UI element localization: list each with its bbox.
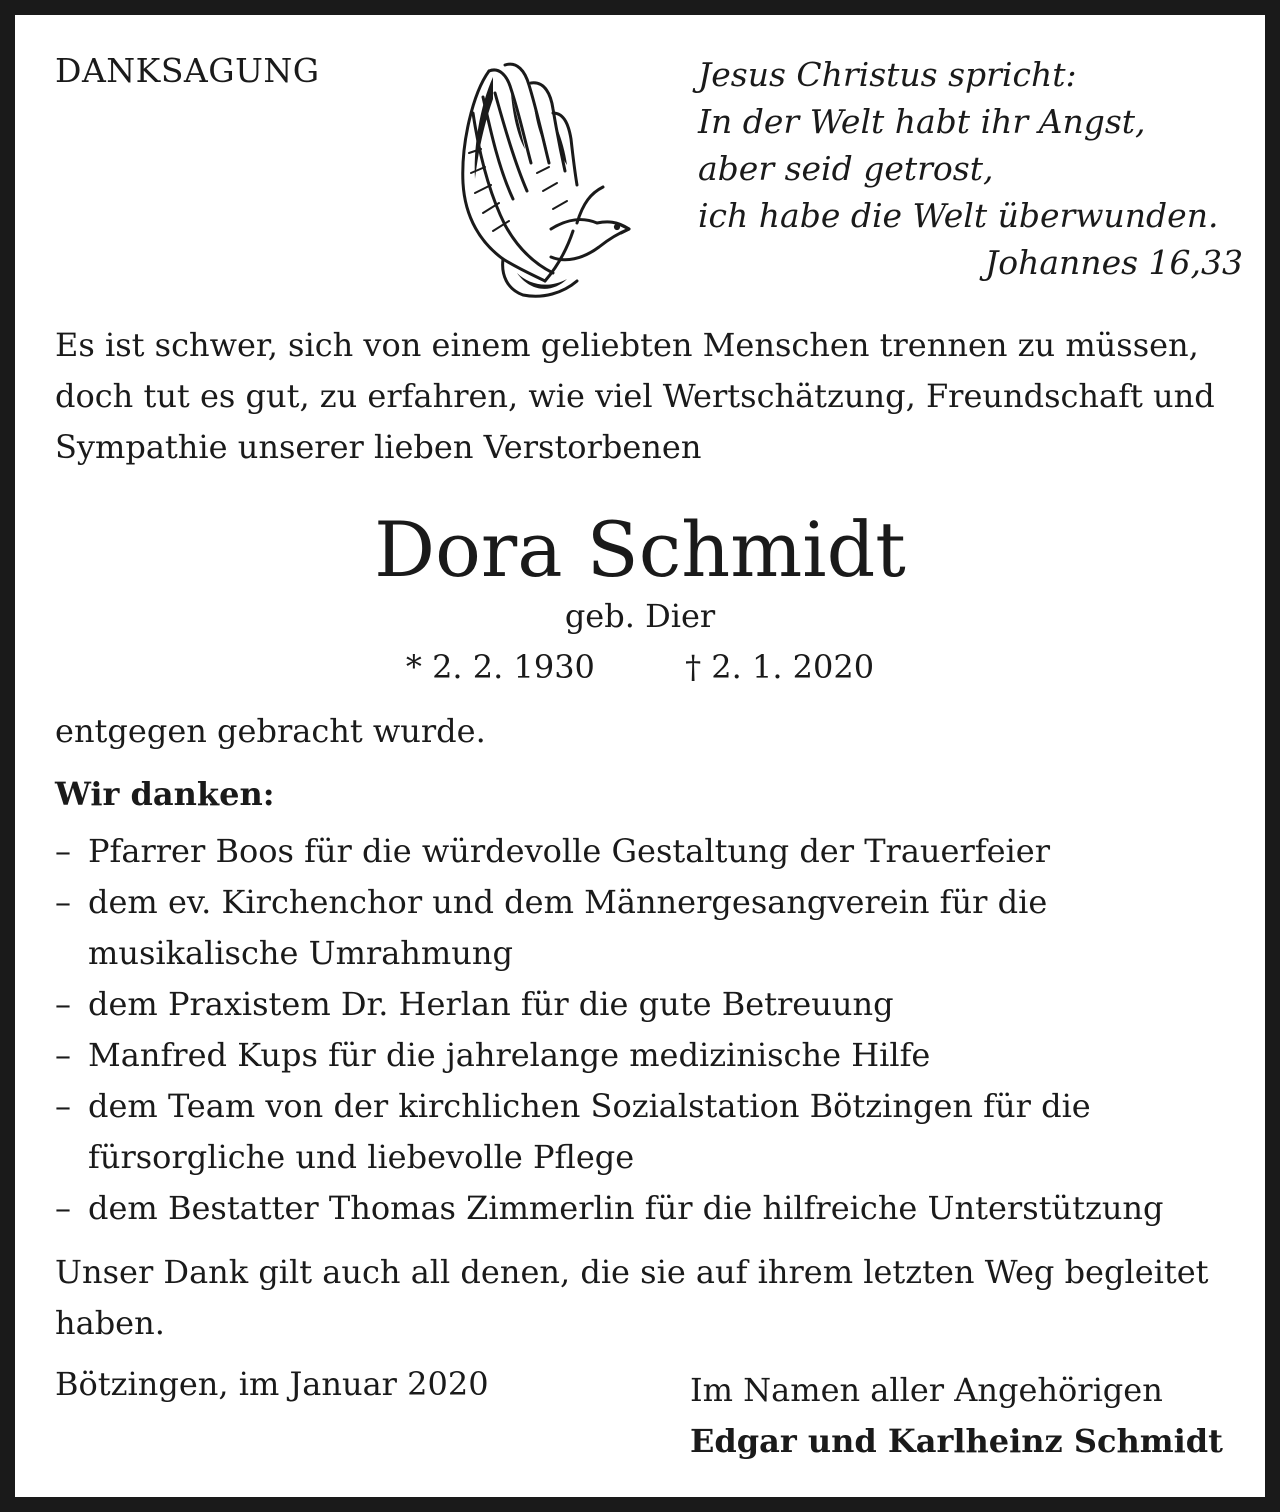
list-item-line: dem Praxistem Dr. Herlan für die gute Betreuung [88,985,894,1023]
quote-line: Jesus Christus spricht: [698,55,1077,94]
intro-text [55,320,1245,473]
deceased-name: Dora Schmidt [374,505,906,594]
list-item-line: Manfred Kups für die jahrelange medizinische Hilfe [88,1036,931,1074]
dash-bullet: – [55,1036,71,1074]
intro-line: Es ist schwer, sich von einem geliebten Menschen trennen zu müssen, [55,326,1199,364]
place-date: Bötzingen, im Januar 2020 [55,1365,489,1403]
list-item [55,877,1245,979]
list-item [55,1183,1245,1234]
signature-names: Edgar und Karlheinz Schmidt [690,1422,1223,1460]
list-item-line: dem Bestatter Thomas Zimmerlin für die hilfreiche Unterstützung [88,1189,1164,1227]
list-item-line: musikalische Umrahmung [88,934,513,972]
heading: DANKSAGUNG [55,51,320,90]
life-dates [15,648,1265,686]
closing-line: Unser Dank gilt auch all denen, die sie auf ihrem letzten Weg begleitet [55,1253,1209,1291]
quote-line: In der Welt habt ihr Angst, [698,102,1146,141]
thanks-list [55,826,1245,1234]
list-item-line: Pfarrer Boos für die würdevolle Gestaltung der Trauerfeier [88,832,1051,870]
signature-intro: Im Namen aller Angehörigen [690,1371,1163,1409]
closing-text [55,1247,1245,1349]
list-item [55,1030,1245,1081]
signature-block [690,1365,1223,1467]
birth-date: * 2. 2. 1930 [405,648,595,686]
intro-continuation: entgegen gebracht wurde. [55,712,486,750]
maiden-name: geb. Dier [564,597,716,635]
list-item-line: dem ev. Kirchenchor und dem Männergesangverein für die [88,883,1048,921]
dash-bullet: – [55,985,71,1023]
dash-bullet: – [55,1189,71,1227]
quote-line: ich habe die Welt überwunden. [698,196,1219,235]
praying-hands-with-dove-icon [433,53,633,299]
bible-quote [698,51,1243,286]
list-item [55,826,1245,877]
thanks-title: Wir danken: [55,775,275,813]
dash-bullet: – [55,832,71,870]
list-item-line: dem Team von der kirchlichen Sozialstation Bötzingen für die [88,1087,1091,1125]
quote-source: Johannes 16,33 [985,243,1243,282]
intro-line: Sympathie unserer lieben Verstorbenen [55,428,702,466]
notice-header [55,51,1243,321]
dash-bullet: – [55,1087,71,1125]
quote-line: aber seid getrost, [698,149,994,188]
death-date: † 2. 1. 2020 [685,648,875,686]
closing-line: haben. [55,1304,165,1342]
list-item [55,979,1245,1030]
intro-line: doch tut es gut, zu erfahren, wie viel Wertschätzung, Freundschaft und [55,377,1215,415]
dash-bullet: – [55,883,71,921]
list-item-line: fürsorgliche und liebevolle Pflege [88,1138,635,1176]
list-item [55,1081,1245,1183]
